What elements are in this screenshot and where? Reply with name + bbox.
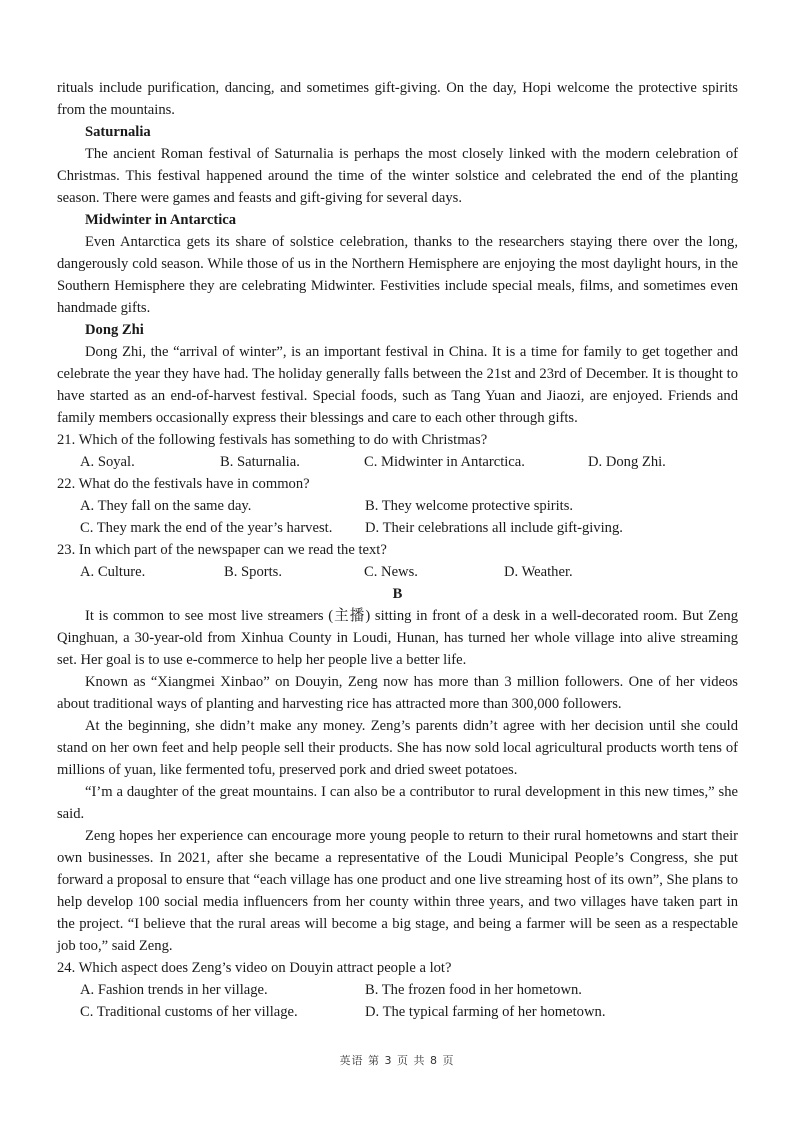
question-22-stem: 22. What do the festivals have in common? bbox=[57, 476, 310, 492]
question-23-stem: 23. In which part of the newspaper can we read the text? bbox=[57, 542, 387, 558]
q22-option-c: C. They mark the end of the year’s harvest. bbox=[80, 520, 333, 536]
passage-b-paragraph-5: Zeng hopes her experience can encourage more young people to return to their rural hometowns and start their own businesses. In 2021, after she became a representative of the Loudi Municipal People’s Congress, she put forward a proposal to ensure that “each village has one product and one live streaming host of its own”, She plans to help develop 100 social media influencers from her county within three years, and two villages have taken part in the project. “I believe that the rural areas will become a big stage, and being a farmer will be seen as a respectable job too,” said Zeng. bbox=[57, 828, 738, 954]
passage-b-paragraph-2: Known as “Xiangmei Xinbao” on Douyin, Zeng now has more than 3 million followers. One of her videos about traditional ways of planting and harvesting rice has attracted more than 300,000 followers. bbox=[57, 674, 738, 712]
page-content bbox=[57, 77, 738, 1023]
question-21-stem: 21. Which of the following festivals has something to do with Christmas? bbox=[57, 432, 488, 448]
q24-option-d: D. The typical farming of her hometown. bbox=[365, 1004, 606, 1020]
q21-option-b: B. Saturnalia. bbox=[220, 454, 300, 470]
question-22-options-row2 bbox=[57, 517, 738, 539]
q23-option-b: B. Sports. bbox=[224, 564, 282, 580]
passage-b-label: B bbox=[392, 586, 403, 602]
question-24-options-row1 bbox=[57, 979, 738, 1001]
paragraph-saturnalia: The ancient Roman festival of Saturnalia is perhaps the most closely linked with the modern celebration of Christmas. This festival happened around the time of the winter solstice and celebrated the end of the planting season. There were games and feasts and gift-giving for several days. bbox=[57, 146, 738, 206]
heading-saturnalia: Saturnalia bbox=[85, 124, 151, 140]
q21-option-a: A. Soyal. bbox=[80, 454, 135, 470]
q24-option-b: B. The frozen food in her hometown. bbox=[365, 982, 582, 998]
q22-option-d: D. Their celebrations all include gift-giving. bbox=[365, 520, 623, 536]
heading-dong-zhi: Dong Zhi bbox=[85, 322, 144, 338]
q21-option-c: C. Midwinter in Antarctica. bbox=[364, 454, 525, 470]
q24-option-c: C. Traditional customs of her village. bbox=[80, 1004, 298, 1020]
question-23-options bbox=[57, 561, 738, 583]
paragraph-midwinter: Even Antarctica gets its share of solstice celebration, thanks to the researchers staying there over the long, dangerously cold season. While those of us in the Northern Hemisphere are enjoying the most daylight hours, in the Southern Hemisphere they are celebrating Midwinter. Festivities include special meals, films, and sometimes even handmade gifts. bbox=[57, 234, 738, 316]
paragraph-dong-zhi: Dong Zhi, the “arrival of winter”, is an important festival in China. It is a time for family to get together and celebrate the year they have had. The holiday generally falls between the 21st and 23rd of December. It is thought to have started as an end-of-harvest festival. Special foods, such as Tang Yuan and Jiaozi, are enjoyed. Friends and family members occasionally express their blessings and care to each other through gifts. bbox=[57, 344, 738, 426]
q23-option-a: A. Culture. bbox=[80, 564, 146, 580]
heading-midwinter: Midwinter in Antarctica bbox=[85, 212, 237, 228]
q23-option-c: C. News. bbox=[364, 564, 418, 580]
question-21-options bbox=[57, 451, 738, 473]
q21-option-d: D. Dong Zhi. bbox=[588, 454, 666, 470]
passage-b-paragraph-1: It is common to see most live streamers (主播) sitting in front of a desk in a well-decorated room. But Zeng Qinghuan, a 30-year-old from Xinhua County in Loudi, Hunan, has turned her whole village into alive streaming set. Her goal is to use e-commerce to help her people live a better life. bbox=[57, 608, 738, 668]
question-24-options-row2 bbox=[57, 1001, 738, 1023]
passage-a-intro: rituals include purification, dancing, and sometimes gift-giving. On the day, Hopi welcome the protective spirits from the mountains. bbox=[57, 80, 738, 118]
q24-option-a: A. Fashion trends in her village. bbox=[80, 982, 268, 998]
question-22-options-row1 bbox=[57, 495, 738, 517]
question-24-stem: 24. Which aspect does Zeng’s video on Douyin attract people a lot? bbox=[57, 960, 452, 976]
passage-b-paragraph-3: At the beginning, she didn’t make any money. Zeng’s parents didn’t agree with her decision until she could stand on her own feet and help people sell their products. She has now sold local agricultural products worth tens of millions of yuan, like fermented tofu, preserved pork and dried sweet potatoes. bbox=[57, 718, 738, 778]
page-footer: 英语 第 3 页 共 8 页 bbox=[339, 1054, 455, 1067]
q22-option-b: B. They welcome protective spirits. bbox=[365, 498, 574, 514]
q22-option-a: A. They fall on the same day. bbox=[80, 498, 252, 514]
q23-option-d: D. Weather. bbox=[504, 564, 573, 580]
passage-b-paragraph-4: “I’m a daughter of the great mountains. I can also be a contributor to rural development in this new times,” she said. bbox=[57, 784, 738, 822]
